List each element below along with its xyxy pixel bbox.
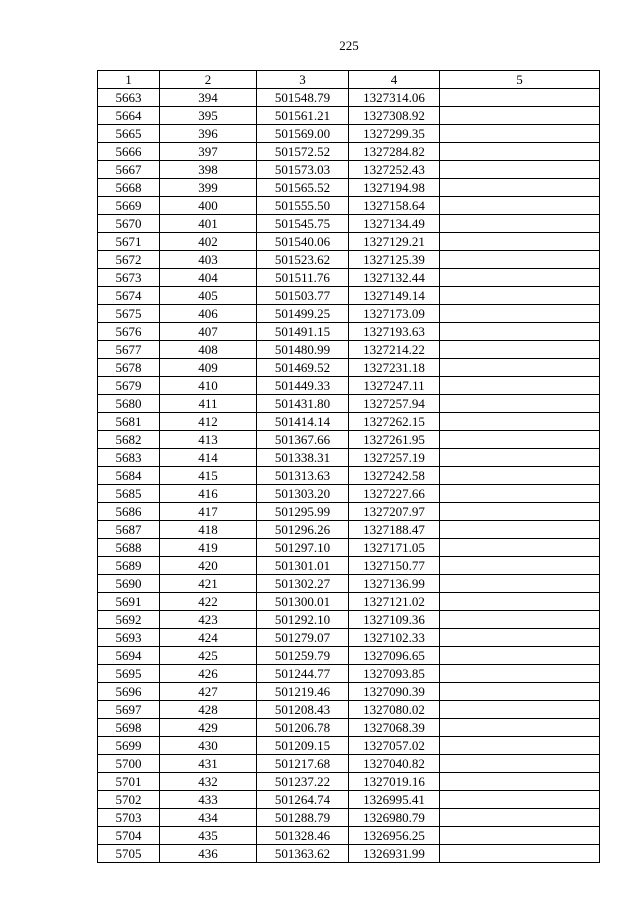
table-row: [98, 701, 600, 719]
table-cell: 411: [160, 395, 257, 413]
table-cell: 1326995.41: [349, 791, 440, 809]
table-cell: 420: [160, 557, 257, 575]
table-cell: [440, 629, 600, 647]
table-cell: 431: [160, 755, 257, 773]
table-cell: [440, 215, 600, 233]
table-cell: 501569.00: [257, 125, 349, 143]
table-header: [98, 71, 600, 89]
table-cell: [440, 485, 600, 503]
table-row: [98, 431, 600, 449]
table-row: [98, 179, 600, 197]
table-cell: 1327194.98: [349, 179, 440, 197]
table-cell: 501503.77: [257, 287, 349, 305]
table-cell: 405: [160, 287, 257, 305]
table-cell: 1327040.82: [349, 755, 440, 773]
table-cell: [440, 89, 600, 107]
table-cell: 1327019.16: [349, 773, 440, 791]
table-row: [98, 251, 600, 269]
table-cell: 5691: [98, 593, 160, 611]
table-cell: 422: [160, 593, 257, 611]
table-cell: [440, 845, 600, 863]
table-cell: 501300.01: [257, 593, 349, 611]
table-cell: 1327150.77: [349, 557, 440, 575]
table-cell: 5681: [98, 413, 160, 431]
table-cell: 5671: [98, 233, 160, 251]
table-row: [98, 269, 600, 287]
table-cell: 5685: [98, 485, 160, 503]
table-cell: 412: [160, 413, 257, 431]
table-cell: 501209.15: [257, 737, 349, 755]
table-row: [98, 305, 600, 323]
table-cell: 5692: [98, 611, 160, 629]
table-cell: 501499.25: [257, 305, 349, 323]
table-cell: 5698: [98, 719, 160, 737]
table-cell: [440, 143, 600, 161]
table-cell: 1327214.22: [349, 341, 440, 359]
table-cell: 5667: [98, 161, 160, 179]
table-cell: 5694: [98, 647, 160, 665]
table-cell: 5679: [98, 377, 160, 395]
table-cell: [440, 503, 600, 521]
table-row: [98, 683, 600, 701]
table-cell: 406: [160, 305, 257, 323]
table-cell: 1327090.39: [349, 683, 440, 701]
table-cell: 5695: [98, 665, 160, 683]
table-cell: 5669: [98, 197, 160, 215]
table-cell: 425: [160, 647, 257, 665]
table-cell: [440, 755, 600, 773]
table-cell: [440, 809, 600, 827]
table-cell: 501573.03: [257, 161, 349, 179]
table-cell: 421: [160, 575, 257, 593]
table-cell: 414: [160, 449, 257, 467]
table-cell: [440, 791, 600, 809]
table-cell: 5702: [98, 791, 160, 809]
table-row: [98, 413, 600, 431]
table-cell: 5680: [98, 395, 160, 413]
table-cell: 1327257.19: [349, 449, 440, 467]
table-cell: 501572.52: [257, 143, 349, 161]
table-cell: [440, 431, 600, 449]
table-cell: 1327284.82: [349, 143, 440, 161]
table-row: [98, 323, 600, 341]
table-cell: 501555.50: [257, 197, 349, 215]
table-cell: 408: [160, 341, 257, 359]
table-cell: 1327257.94: [349, 395, 440, 413]
table-cell: 501491.15: [257, 323, 349, 341]
table-row: [98, 143, 600, 161]
table-cell: 5666: [98, 143, 160, 161]
table-cell: 399: [160, 179, 257, 197]
table-cell: 402: [160, 233, 257, 251]
table-cell: 501295.99: [257, 503, 349, 521]
table-cell: [440, 827, 600, 845]
table-cell: [440, 593, 600, 611]
table-cell: [440, 683, 600, 701]
table-cell: [440, 665, 600, 683]
table-row: [98, 647, 600, 665]
table-cell: 5672: [98, 251, 160, 269]
table-cell: [440, 521, 600, 539]
table-cell: [440, 575, 600, 593]
table-row: [98, 755, 600, 773]
table-cell: 416: [160, 485, 257, 503]
table-cell: 501338.31: [257, 449, 349, 467]
table-cell: 5674: [98, 287, 160, 305]
table-cell: 5670: [98, 215, 160, 233]
table-cell: 5676: [98, 323, 160, 341]
table-cell: 5690: [98, 575, 160, 593]
table-cell: [440, 269, 600, 287]
table-cell: 1327171.05: [349, 539, 440, 557]
table-cell: 501303.20: [257, 485, 349, 503]
table-cell: [440, 719, 600, 737]
table-cell: 501431.80: [257, 395, 349, 413]
table-row: [98, 827, 600, 845]
table-row: [98, 719, 600, 737]
table-row: [98, 449, 600, 467]
table-cell: 5705: [98, 845, 160, 863]
table-cell: [440, 179, 600, 197]
table-cell: 501540.06: [257, 233, 349, 251]
table-cell: [440, 161, 600, 179]
table-cell: 1327261.95: [349, 431, 440, 449]
table-cell: 1327125.39: [349, 251, 440, 269]
table-cell: 5699: [98, 737, 160, 755]
table-cell: 1327132.44: [349, 269, 440, 287]
table-cell: 501565.52: [257, 179, 349, 197]
table-cell: 501296.26: [257, 521, 349, 539]
table-cell: 1327231.18: [349, 359, 440, 377]
table-cell: 1327308.92: [349, 107, 440, 125]
table-cell: [440, 701, 600, 719]
table-cell: [440, 251, 600, 269]
table-cell: 5675: [98, 305, 160, 323]
table-cell: 501548.79: [257, 89, 349, 107]
table-cell: [440, 287, 600, 305]
table-cell: 501313.63: [257, 467, 349, 485]
table-cell: [440, 341, 600, 359]
table-cell: 1327188.47: [349, 521, 440, 539]
table-cell: 1327247.11: [349, 377, 440, 395]
table-cell: 395: [160, 107, 257, 125]
table-cell: 1327093.85: [349, 665, 440, 683]
table-cell: 501301.01: [257, 557, 349, 575]
table-cell: 1327207.97: [349, 503, 440, 521]
table-row: [98, 395, 600, 413]
table-cell: 1327134.49: [349, 215, 440, 233]
column-header: 3: [257, 71, 349, 89]
table-cell: 5700: [98, 755, 160, 773]
table-cell: 501217.68: [257, 755, 349, 773]
table-cell: 501297.10: [257, 539, 349, 557]
table-cell: 1327314.06: [349, 89, 440, 107]
table-row: [98, 467, 600, 485]
table-cell: [440, 359, 600, 377]
table-cell: 423: [160, 611, 257, 629]
table-cell: [440, 323, 600, 341]
table-row: [98, 665, 600, 683]
table-cell: 407: [160, 323, 257, 341]
table-cell: [440, 107, 600, 125]
table-cell: [440, 449, 600, 467]
table-row: [98, 845, 600, 863]
table-cell: 5673: [98, 269, 160, 287]
table-cell: 1327129.21: [349, 233, 440, 251]
table-cell: 398: [160, 161, 257, 179]
table-cell: [440, 737, 600, 755]
table-cell: 396: [160, 125, 257, 143]
table-row: [98, 161, 600, 179]
table-cell: 403: [160, 251, 257, 269]
table-cell: 501219.46: [257, 683, 349, 701]
table-cell: 501561.21: [257, 107, 349, 125]
table-row: [98, 377, 600, 395]
table-row: [98, 629, 600, 647]
table-cell: 415: [160, 467, 257, 485]
table-cell: 5703: [98, 809, 160, 827]
table-cell: 501279.07: [257, 629, 349, 647]
table-cell: 1327068.39: [349, 719, 440, 737]
table-cell: 436: [160, 845, 257, 863]
table-cell: 501302.27: [257, 575, 349, 593]
table-cell: 501480.99: [257, 341, 349, 359]
table-cell: [440, 377, 600, 395]
table-cell: 501292.10: [257, 611, 349, 629]
table-cell: 501367.66: [257, 431, 349, 449]
table-cell: 5668: [98, 179, 160, 197]
table-cell: 5687: [98, 521, 160, 539]
table-row: [98, 89, 600, 107]
table-row: [98, 791, 600, 809]
table-cell: 501328.46: [257, 827, 349, 845]
column-header: 5: [440, 71, 600, 89]
table-cell: 1327121.02: [349, 593, 440, 611]
table-cell: 501259.79: [257, 647, 349, 665]
table-cell: 1327173.09: [349, 305, 440, 323]
table-cell: 5688: [98, 539, 160, 557]
table-cell: [440, 413, 600, 431]
table-cell: [440, 233, 600, 251]
header-row: [98, 71, 600, 89]
table-row: [98, 125, 600, 143]
table-cell: 5682: [98, 431, 160, 449]
table-cell: 1326956.25: [349, 827, 440, 845]
table-cell: 419: [160, 539, 257, 557]
table-cell: 1327136.99: [349, 575, 440, 593]
table-cell: 5665: [98, 125, 160, 143]
table-cell: 501208.43: [257, 701, 349, 719]
table-cell: 432: [160, 773, 257, 791]
table-cell: [440, 557, 600, 575]
table-cell: 501523.62: [257, 251, 349, 269]
table-row: [98, 539, 600, 557]
table-row: [98, 233, 600, 251]
table-cell: 1327158.64: [349, 197, 440, 215]
table-cell: [440, 647, 600, 665]
table-row: [98, 737, 600, 755]
table-cell: [440, 305, 600, 323]
table-cell: 5704: [98, 827, 160, 845]
table-row: [98, 809, 600, 827]
table-cell: 1327193.63: [349, 323, 440, 341]
table-cell: 5696: [98, 683, 160, 701]
table-cell: 501288.79: [257, 809, 349, 827]
table-cell: 409: [160, 359, 257, 377]
table-row: [98, 359, 600, 377]
table-row: [98, 593, 600, 611]
table-cell: 501414.14: [257, 413, 349, 431]
table-cell: 424: [160, 629, 257, 647]
table-row: [98, 521, 600, 539]
table-cell: 5693: [98, 629, 160, 647]
table-cell: 418: [160, 521, 257, 539]
table-cell: 1327227.66: [349, 485, 440, 503]
table-cell: 5697: [98, 701, 160, 719]
table-cell: 410: [160, 377, 257, 395]
table-row: [98, 485, 600, 503]
table-cell: 417: [160, 503, 257, 521]
table-row: [98, 503, 600, 521]
column-header: 4: [349, 71, 440, 89]
table-body: [98, 89, 600, 863]
table-cell: 1326931.99: [349, 845, 440, 863]
table-cell: 501511.76: [257, 269, 349, 287]
table-cell: 501206.78: [257, 719, 349, 737]
table-cell: 1327096.65: [349, 647, 440, 665]
page-number: 225: [339, 38, 359, 53]
table-cell: 501264.74: [257, 791, 349, 809]
table-row: [98, 215, 600, 233]
table-cell: [440, 125, 600, 143]
table-cell: 501237.22: [257, 773, 349, 791]
table-cell: 1327299.35: [349, 125, 440, 143]
table-cell: 501363.62: [257, 845, 349, 863]
table-cell: [440, 773, 600, 791]
table-cell: 1327242.58: [349, 467, 440, 485]
table-cell: 401: [160, 215, 257, 233]
table-cell: 400: [160, 197, 257, 215]
table-cell: 501449.33: [257, 377, 349, 395]
coordinates-table: [97, 70, 600, 863]
table-cell: 413: [160, 431, 257, 449]
table-cell: 501545.75: [257, 215, 349, 233]
table-cell: 434: [160, 809, 257, 827]
table-cell: 435: [160, 827, 257, 845]
table-row: [98, 341, 600, 359]
table-cell: 426: [160, 665, 257, 683]
table-cell: 5664: [98, 107, 160, 125]
table-cell: [440, 197, 600, 215]
table-cell: 5663: [98, 89, 160, 107]
table-cell: [440, 611, 600, 629]
table-cell: 429: [160, 719, 257, 737]
table-cell: 1327262.15: [349, 413, 440, 431]
table-cell: 5686: [98, 503, 160, 521]
table-row: [98, 197, 600, 215]
table-cell: 427: [160, 683, 257, 701]
table-cell: 5689: [98, 557, 160, 575]
table-cell: 1327080.02: [349, 701, 440, 719]
table-cell: 501469.52: [257, 359, 349, 377]
table-row: [98, 611, 600, 629]
table-cell: 5684: [98, 467, 160, 485]
table-cell: 1327109.36: [349, 611, 440, 629]
table-cell: 1327149.14: [349, 287, 440, 305]
table-cell: 433: [160, 791, 257, 809]
table-cell: 1327102.33: [349, 629, 440, 647]
table-cell: 430: [160, 737, 257, 755]
table-cell: 1327252.43: [349, 161, 440, 179]
table-row: [98, 575, 600, 593]
table-cell: 397: [160, 143, 257, 161]
table-cell: [440, 539, 600, 557]
table-cell: 428: [160, 701, 257, 719]
table-row: [98, 107, 600, 125]
table-cell: 1326980.79: [349, 809, 440, 827]
table-cell: 5701: [98, 773, 160, 791]
table-cell: [440, 395, 600, 413]
table-cell: 5683: [98, 449, 160, 467]
column-header: 2: [160, 71, 257, 89]
table-cell: 404: [160, 269, 257, 287]
table-row: [98, 287, 600, 305]
table-cell: 394: [160, 89, 257, 107]
table-row: [98, 773, 600, 791]
table-row: [98, 557, 600, 575]
table-cell: 5677: [98, 341, 160, 359]
table-cell: 1327057.02: [349, 737, 440, 755]
table-cell: [440, 467, 600, 485]
table-cell: 501244.77: [257, 665, 349, 683]
table-cell: 5678: [98, 359, 160, 377]
column-header: 1: [98, 71, 160, 89]
